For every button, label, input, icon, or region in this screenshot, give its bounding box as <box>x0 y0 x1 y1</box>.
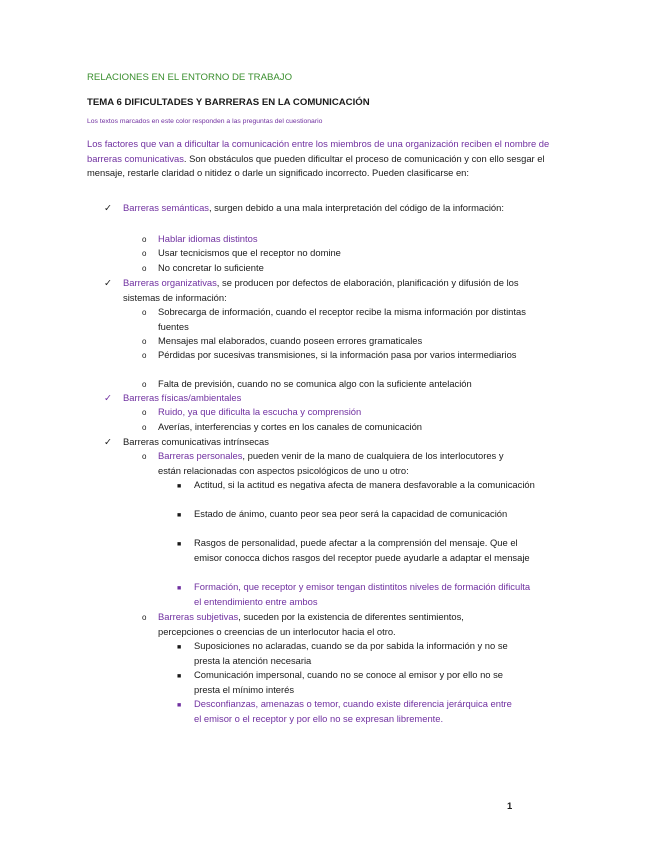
personales-lead: Barreras personales <box>158 450 243 461</box>
intro-highlight: Los factores que van a dificultar la comunicación entre los miembros de una organización reciben el nombre de barreras comunicativas <box>87 138 550 164</box>
subjetivas-lead: Barreras subjetivas <box>158 611 239 622</box>
list-item: Sobrecarga de información, cuando el receptor recibe la misma información por distintas fuentes <box>158 306 526 332</box>
list-item <box>158 610 515 639</box>
list-item: No concretar lo suficiente <box>158 262 264 273</box>
circle-bullet: o <box>142 264 147 273</box>
list-item: Mensajes mal elaborados, cuando poseen errores gramaticales <box>158 335 423 346</box>
list-item: Actitud, si la actitud es negativa afecta de manera desfavorable a la comunicación <box>194 479 535 490</box>
list-item: Estado de ánimo, cuanto peor sea peor será la capacidad de comunicación <box>194 508 508 519</box>
list-item: Hablar idiomas distintos <box>158 233 258 244</box>
list-item: Suposiciones no aclaradas, cuando se da por sabida la información y no se presta la atención necesaria <box>194 640 508 666</box>
circle-bullet: o <box>142 452 147 461</box>
document-title: RELACIONES EN EL ENTORNO DE TRABAJO <box>87 72 293 83</box>
organizativas-lead: Barreras organizativas <box>123 277 217 288</box>
list-item <box>158 449 515 478</box>
intrinsecas-lead: Barreras comunicativas intrínsecas <box>123 436 269 447</box>
subjetivas-text: , suceden por la existencia de diferentes sentimientos, percepciones o creencias de un interlocutor hacia el otro. <box>158 611 464 637</box>
list-item <box>123 276 535 305</box>
checkmark-bullet: ✓ <box>104 277 112 288</box>
organizativas-text: , se producen por defectos de elaboración, planificación y difusión de los sistemas de información: <box>123 277 519 303</box>
square-bullet: ■ <box>177 702 182 709</box>
list-item: Formación, que receptor y emisor tengan distintitos niveles de formación dificulta el entendimiento entre ambos <box>194 581 531 607</box>
fisicas-lead: Barreras físicas/ambientales <box>123 392 242 403</box>
square-bullet: ■ <box>177 512 182 519</box>
checkmark-bullet: ✓ <box>104 202 112 213</box>
semanticas-lead: Barreras semánticas <box>123 202 209 213</box>
circle-bullet: o <box>142 337 147 346</box>
list-item: Falta de previsión, cuando no se comunica algo con la suficiente antelación <box>158 378 472 389</box>
list-item: Desconfianzas, amenazas o temor, cuando existe diferencia jerárquica entre el emisor o el receptor y por ello no se expresan libremente. <box>194 698 512 724</box>
circle-bullet: o <box>142 613 147 622</box>
circle-bullet: o <box>142 380 147 389</box>
list-item: Averías, interferencias y cortes en los canales de comunicación <box>158 421 423 432</box>
square-bullet: ■ <box>177 673 182 680</box>
square-bullet: ■ <box>177 541 182 548</box>
page-number: 1 <box>507 800 513 811</box>
circle-bullet: o <box>142 408 147 417</box>
intro-paragraph <box>87 137 560 181</box>
circle-bullet: o <box>142 308 147 317</box>
square-bullet: ■ <box>177 483 182 490</box>
intro-text: . Son obstáculos que pueden dificultar el proceso de comunicación y con ello sesgar el mensaje, restarle claridad o nitidez o darle un significado incorrecto. Pueden clasificarse en: <box>87 152 545 179</box>
list-item: Usar tecnicismos que el receptor no domine <box>158 247 341 258</box>
topic-heading: TEMA 6 DIFICULTADES Y BARRERAS EN LA COMUNICACIÓN <box>87 97 370 108</box>
personales-text: , pueden venir de la mano de cualquiera de los interlocutores y están relacionadas con aspectos psicológicos de uno u otro: <box>158 450 504 476</box>
semanticas-text: , surgen debido a una mala interpretación del código de la información: <box>208 202 504 213</box>
circle-bullet: o <box>142 235 147 244</box>
circle-bullet: o <box>142 351 147 360</box>
checkmark-bullet: ✓ <box>104 392 112 403</box>
square-bullet: ■ <box>177 585 182 592</box>
list-item <box>123 201 535 216</box>
checkmark-bullet: ✓ <box>104 436 112 447</box>
circle-bullet: o <box>142 423 147 432</box>
color-legend-note: Los textos marcados en este color responden a las preguntas del cuestionario <box>87 118 323 125</box>
list-item: Pérdidas por sucesivas transmisiones, si la información pasa por varios intermediarios <box>158 349 517 360</box>
list-item: Comunicación impersonal, cuando no se conoce al emisor y por ello no se presta el mínimo interés <box>194 669 504 695</box>
square-bullet: ■ <box>177 644 182 651</box>
circle-bullet: o <box>142 249 147 258</box>
list-item: Ruido, ya que dificulta la escucha y comprensión <box>158 406 362 417</box>
list-item: Rasgos de personalidad, puede afectar a la comprensión del mensaje. Que el emisor conocca dichos rasgos del receptor puede ayudarle a adaptar el mensaje <box>194 537 530 563</box>
